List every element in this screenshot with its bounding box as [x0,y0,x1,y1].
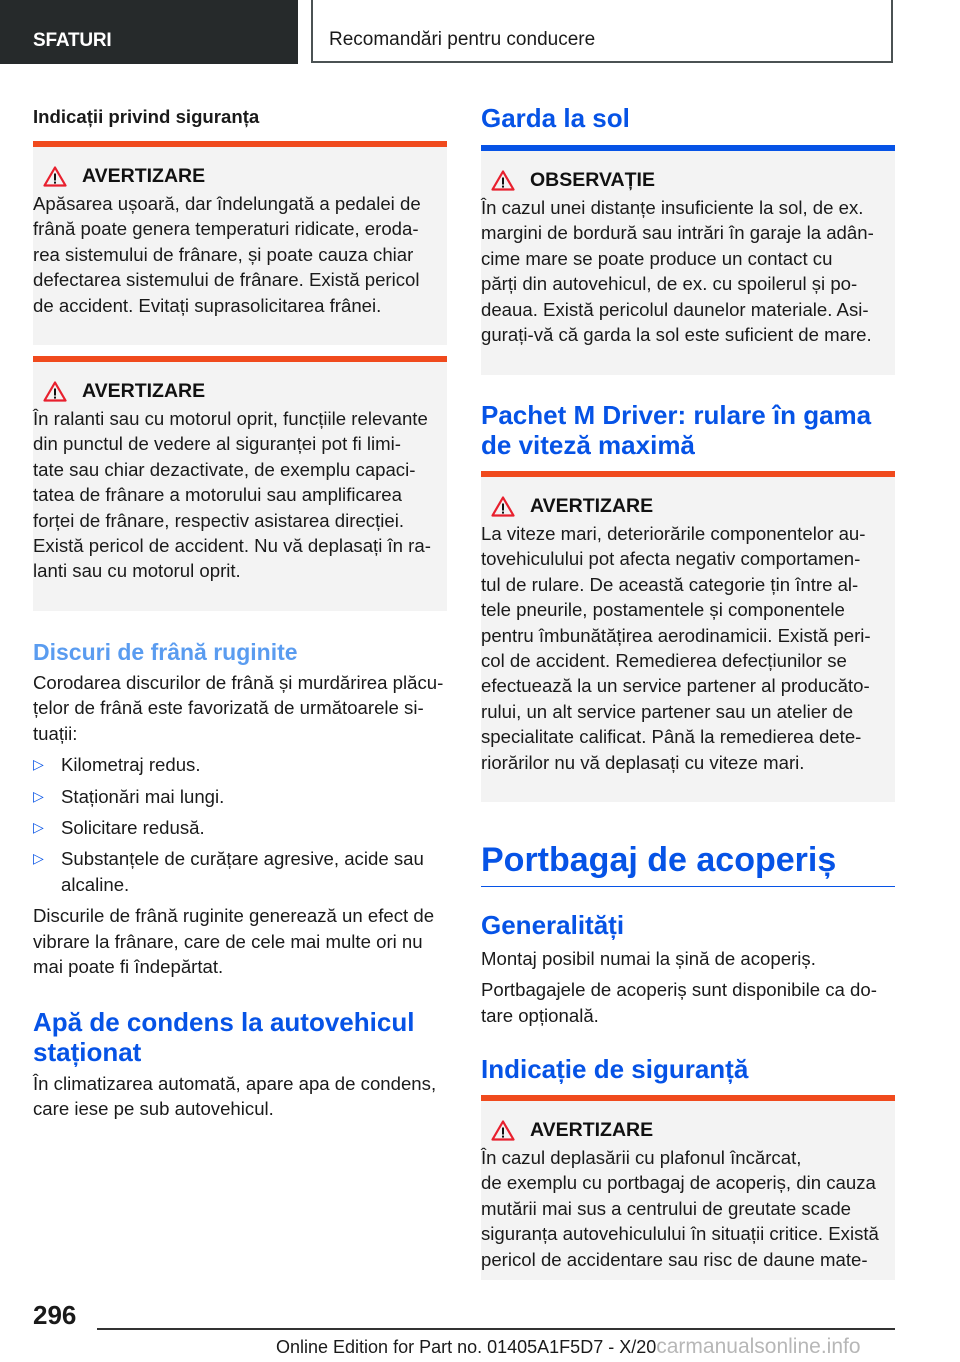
condensation-section [33,1007,447,1122]
text-line: tatea de frânare a motorului sau amplificarea [33,484,402,506]
text-line: părți din autovehicul, de ex. cu spoilerul și po- [481,273,858,295]
safety-indication-heading: Indicație de siguranță [481,1054,749,1084]
list-item [33,846,447,897]
note-title-row [491,169,883,192]
heading-line: Pachet M Driver: rulare în gama [481,400,872,430]
text-line: Există pericol de accident. Nu vă deplasați în ra- [33,535,431,557]
text-line: din punctul de vedere al siguranței pot fi limi- [33,433,401,455]
text-line: frână poate genera temperaturi ridicate, eroda- [33,218,419,240]
text-line: La viteze mari, deteriorările componentelor au- [481,523,866,544]
text-line: În cazul deplasării cu plafonul încărcat, [481,1147,802,1168]
text-line: riorărilor nu vă deplasați cu viteze mari. [481,751,805,773]
rusty-discs-section [33,637,447,979]
warning-box-2 [33,356,447,611]
warning-title-row [43,380,435,403]
text-line: tuații: [33,722,78,744]
text-line: deaua. Există pericolul daunelor materiale. Asi- [481,298,869,320]
text-line: efectuează la un service partener al producăto- [481,675,870,697]
warning-box-4 [481,1095,895,1280]
text-line: care iese pe sub autovehicul. [33,1098,274,1120]
triangle-bullet-icon: ▷ [33,787,44,804]
text-line: În climatizarea automată, apare apa de condens, [33,1073,437,1094]
note-box [481,145,895,375]
warning-triangle-icon [43,166,67,187]
text-line: vibrare la frânare, care de cele mai multe ori nu [33,930,423,952]
text-line: Portbagajele de acoperiș sunt disponibile ca do- [481,979,877,1001]
text-line: siguranța autovehiculului în situații critice. Există [481,1223,879,1245]
text-line: cime mare se poate produce un contact cu [481,247,833,269]
text-line: tare opțională. [481,1004,599,1026]
list-item-text: Substanțele de curățare agresive, acide sau alcaline. [61,848,424,895]
triangle-bullet-icon: ▷ [33,756,44,773]
roof-rack-heading: Portbagaj de acoperiș [481,840,895,887]
warning-box-3 [481,471,895,802]
text-line: pericol de accidentare sau risc de daune mate- [481,1248,868,1270]
section-tab [0,0,298,64]
text-line: gurați-vă că garda la sol este suficient de mare. [481,324,872,346]
text-line: tele pneurile, postamentele și componentele [481,599,845,621]
general-heading: Generalități [481,910,625,940]
list-item-text: Staționări mai lungi. [61,785,225,807]
footer-divider [97,1328,895,1330]
text-line: rului, un alt service partener sau un atelier de [481,700,854,722]
list-item [33,752,447,777]
heading-line: Apă de condens la autovehicul [33,1007,415,1037]
text-line: În cazul unei distanțe insuficiente la sol, de ex. [481,197,864,218]
list-item-text: Solicitare redusă. [61,817,205,839]
triangle-bullet-icon: ▷ [33,850,44,867]
text-line: țelor de frână este favorizată de următoarele si- [33,697,424,719]
section-label: SFATURI [33,30,112,51]
text-line: forței de frânare, respectiv asistarea direcției. [33,509,405,531]
edition-label: Online Edition for Part no. 01405A1F5D7 - X/20 [276,1337,657,1357]
text-line: col de accident. Remedierea defecțiunilor se [481,650,847,672]
warning-triangle-icon [491,170,515,191]
edition-text [276,1335,861,1359]
heading-line: de viteză maximă [481,430,695,460]
watermark[interactable]: carmanualsonline.info [656,1335,861,1358]
text-line: rea sistemului de frânare, și poate cauza chiar [33,243,414,265]
warning-title-row [491,1119,883,1142]
triangle-bullet-icon: ▷ [33,819,44,836]
warning-title-row [491,495,883,518]
chapter-tab [311,0,893,63]
text-line: de exemplu cu portbagaj de acoperiș, din cauza [481,1172,876,1194]
text-line: defectarea sistemului de frânare. Există pericol [33,269,420,291]
text-line: de accident. Evitați suprasolicitarea frânei. [33,294,382,316]
list-item [33,815,447,840]
warning-title: AVERTIZARE [82,165,206,187]
text-line: În ralanti sau cu motorul oprit, funcțiile relevante [33,408,428,429]
conditions-list [33,752,447,897]
text-line: Discurile de frână ruginite generează un efect de [33,905,435,927]
ground-clearance-heading: Garda la sol [481,103,630,133]
warning-title: AVERTIZARE [82,380,206,402]
m-driver-heading [481,400,895,460]
text-line: margini de bordură sau intrări în garaje la adân- [481,222,874,244]
list-item [33,784,447,809]
text-line: lanti sau cu motorul oprit. [33,560,241,582]
warning-triangle-icon [491,496,515,517]
safety-heading: Indicații privind siguranța [33,106,260,127]
text-line: mutării mai sus a centrului de greutate scade [481,1197,851,1219]
text-line: Corodarea discurilor de frână și murdărirea plăcu- [33,672,444,693]
text-line: pentru îmbunătățirea aerodinamicii. Există peri- [481,624,871,646]
page-number: 296 [33,1300,77,1330]
warning-box-1 [33,141,447,345]
condensation-heading [33,1007,447,1067]
rusty-discs-heading: Discuri de frână ruginite [33,639,298,665]
chapter-label: Recomandări pentru conducere [329,29,596,50]
warning-triangle-icon [43,381,67,402]
text-line: mai poate fi îndepărtat. [33,956,224,978]
warning-title: AVERTIZARE [530,1119,654,1141]
text-line: tul de rulare. De această categorie țin între al- [481,573,859,595]
text-line: tate sau chiar dezactivate, de exemplu capaci- [33,458,416,480]
text-line: specialitate calificat. Până la remedierea dete- [481,726,862,748]
warning-title-row [43,165,435,188]
text-line: Apăsarea ușoară, dar îndelungată a pedalei de [33,193,421,214]
text-line: tovehiculului pot afecta negativ comportamen- [481,548,861,570]
general-section [481,910,895,1028]
list-item-text: Kilometraj redus. [61,754,201,776]
text-line: Montaj posibil numai la șină de acoperiș. [481,948,816,969]
heading-line: staționat [33,1037,142,1067]
warning-title: AVERTIZARE [530,495,654,517]
note-title: OBSERVAȚIE [530,169,655,191]
warning-triangle-icon [491,1120,515,1141]
